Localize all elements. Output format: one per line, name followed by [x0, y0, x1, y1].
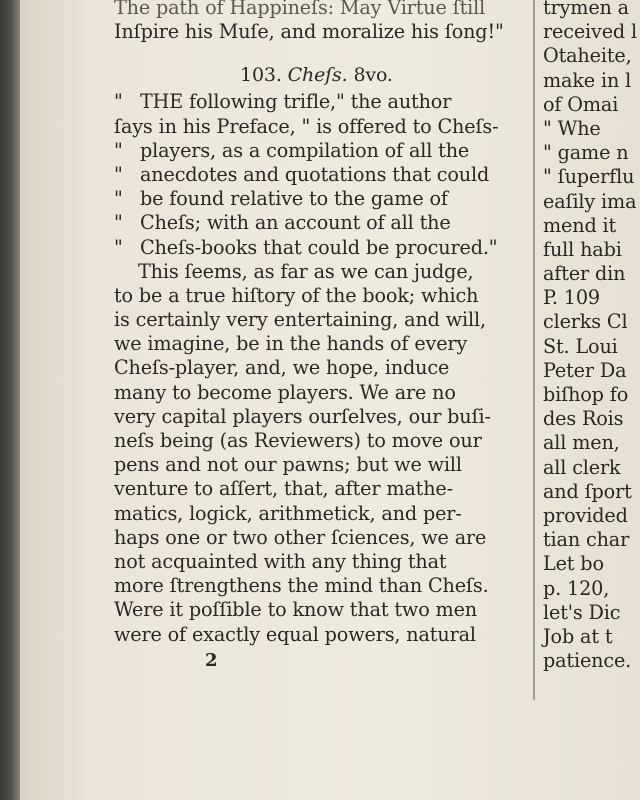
- text-line: biſhop fo: [543, 383, 629, 406]
- line-text: players, as a compilation of all the: [140, 138, 470, 162]
- quoted-line: [114, 211, 526, 235]
- quoted-line: [114, 115, 526, 139]
- text-line: all men,: [543, 431, 620, 455]
- text-line: des Rois: [543, 407, 624, 431]
- text-line: Inſpire his Muſe, and moralize his ſong!": [114, 20, 504, 44]
- line-text: Cheſs-books that could be procured.": [140, 235, 498, 259]
- text-line: St. Loui: [543, 334, 618, 358]
- quote-mark: ": [114, 138, 123, 162]
- text-line: Otaheite,: [543, 44, 632, 68]
- line-text: be found relative to the game of: [140, 187, 448, 211]
- text-line: " game n: [543, 141, 629, 165]
- text-line: patience.: [543, 649, 632, 673]
- text-line: tian char: [543, 528, 630, 552]
- body-line: to be a true hiſtory of the book; which: [114, 283, 479, 307]
- text-line: after din: [543, 262, 626, 286]
- body-line: were of exactly equal powers, natural: [114, 622, 476, 646]
- article-heading: [114, 60, 526, 90]
- left-column: [114, 0, 526, 647]
- text-line: and ſport: [543, 479, 632, 503]
- text-line: let's Dic: [543, 600, 621, 624]
- text-line: P. 109: [543, 286, 600, 310]
- quote-mark: ": [114, 162, 123, 186]
- quote-mark: ": [114, 187, 123, 211]
- body-line: we imagine, be in the hands of every: [114, 332, 468, 356]
- text-line: full habi: [543, 237, 622, 261]
- text-line: p. 120,: [543, 576, 610, 600]
- heading-format: 8vo.: [353, 64, 393, 87]
- body-line: many to become players. We are no: [114, 380, 456, 404]
- text-line: Let bo: [543, 552, 604, 576]
- quoted-line: [114, 187, 526, 211]
- text-line: trymen a: [543, 0, 629, 19]
- binding-spine: [0, 0, 20, 800]
- text-line: " Whe: [543, 116, 601, 140]
- text-line: received l: [543, 20, 637, 44]
- quote-mark: ": [114, 211, 123, 235]
- column-rule: [533, 0, 535, 700]
- body-line: more ſtrengthens the mind than Cheſs.: [114, 574, 489, 598]
- line-text: This ſeems, as far as we can judge,: [138, 259, 474, 283]
- line-text: ſays in his Preface, " is offered to Cheſs-: [114, 114, 499, 138]
- body-line: Were it poſſible to know that two men: [114, 598, 478, 622]
- quoted-line: [114, 139, 526, 163]
- text-line: " ſuperflu: [543, 165, 635, 189]
- quote-mark: ": [114, 90, 123, 114]
- body-line: matics, logick, arithmetick, and per-: [114, 501, 462, 525]
- printer-signature: 2: [205, 650, 218, 671]
- text-line: eaſily ima: [543, 189, 637, 213]
- quoted-line: [114, 163, 526, 187]
- text-line: The path of Happineſs: May Virtue ſtill: [114, 0, 486, 19]
- body-line: is certainly very entertaining, and will,: [114, 308, 486, 332]
- text-line: all clerk: [543, 455, 621, 479]
- quote-mark: ": [114, 235, 123, 259]
- body-line: not acquainted with any thing that: [114, 549, 447, 573]
- text-line: of Omai: [543, 92, 619, 116]
- body-line: [114, 260, 526, 284]
- quoted-line: [114, 90, 526, 114]
- text-line: provided: [543, 503, 628, 527]
- text-line: Peter Da: [543, 358, 627, 382]
- line-text: Cheſs; with an account of all the: [140, 211, 451, 235]
- text-line: clerks Cl: [543, 310, 628, 334]
- body-line: venture to aſſert, that, after mathe-: [114, 477, 453, 501]
- body-line: pens and not our pawns; but we will: [114, 453, 462, 477]
- heading-title: Cheſs.: [287, 64, 348, 87]
- text-line: Job at t: [543, 624, 613, 648]
- heading-number: 103.: [240, 64, 282, 87]
- body-line: haps one or two other ſciences, we are: [114, 525, 487, 549]
- line-text: anecdotes and quotations that could: [140, 162, 490, 186]
- text-line: mend it: [543, 213, 617, 237]
- right-column-fragment: [543, 0, 640, 673]
- body-line: very capital players ourſelves, our buſi-: [114, 404, 491, 428]
- line-text: THE following trifle," the author: [140, 90, 452, 114]
- text-line: make in l: [543, 68, 632, 92]
- body-line: Cheſs-player, and, we hope, induce: [114, 356, 450, 380]
- quoted-line: [114, 236, 526, 260]
- body-line: neſs being (as Reviewers) to move our: [114, 429, 482, 452]
